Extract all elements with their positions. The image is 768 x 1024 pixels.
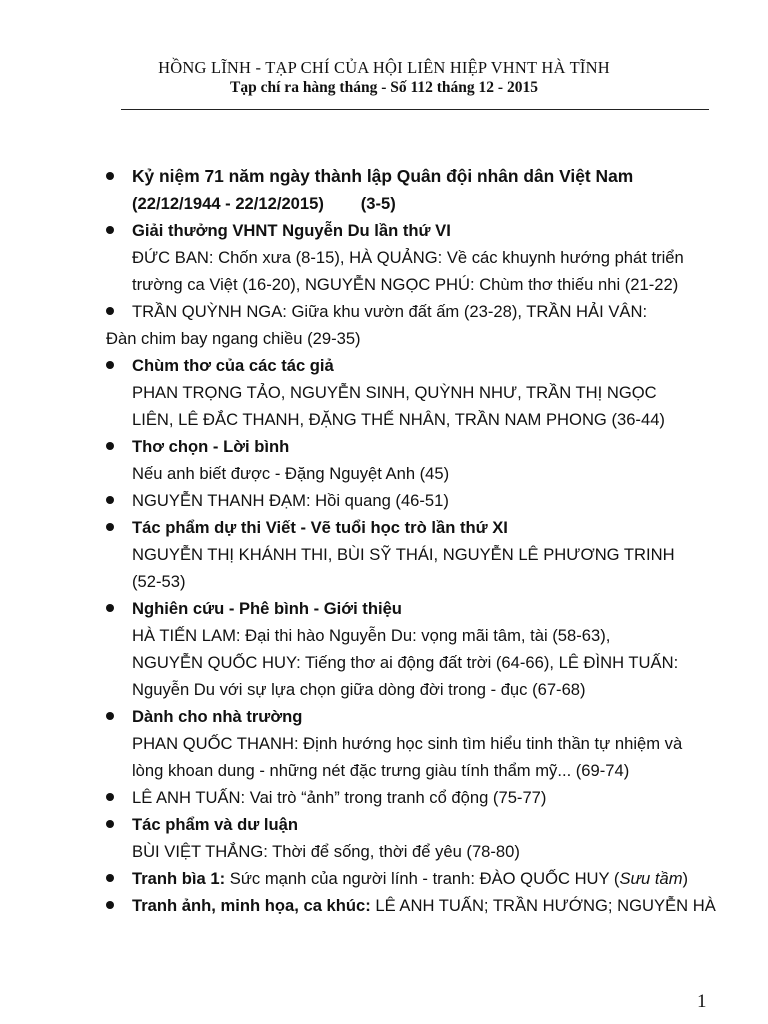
toc-entry-title: Tác phẩm và dư luận: [132, 815, 299, 834]
toc-entry: [106, 595, 718, 703]
toc-entry: [106, 514, 718, 595]
toc-entry: [106, 352, 718, 433]
toc-entry-text: (52-53): [132, 572, 186, 591]
toc-entry-text: BÙI VIỆT THẮNG: Thời để sống, thời để yêu (78-80): [132, 842, 520, 861]
bullet-icon: [106, 442, 114, 450]
toc-entry-text: [106, 865, 718, 892]
bullet-icon: [106, 307, 114, 315]
bullet-icon: [106, 361, 114, 369]
toc-entry: [106, 217, 718, 298]
toc-entry-title: Nghiên cứu - Phê bình - Giới thiệu: [132, 599, 402, 618]
toc-entry-text: Đàn chim bay ngang chiều (29-35): [106, 329, 361, 348]
bullet-icon: [106, 820, 114, 828]
toc-entry-text: ĐỨC BAN: Chốn xưa (8-15), HÀ QUẢNG: Về các khuynh hướng phát triển: [132, 248, 684, 267]
toc-entry-body: LÊ ANH TUẤN; TRẦN HƯỚNG; NGUYỄN HÀ: [370, 896, 716, 915]
toc-entry-title: Dành cho nhà trường: [132, 707, 303, 726]
toc-entry-text: NGUYỄN QUỐC HUY: Tiếng thơ ai động đất trời (64-66), LÊ ĐÌNH TUẤN:: [132, 653, 679, 672]
header-divider: [121, 109, 709, 110]
bullet-icon: [106, 874, 114, 882]
toc-entry-text: PHAN TRỌNG TẢO, NGUYỄN SINH, QUỲNH NHƯ, TRẦN THỊ NGỌC: [132, 383, 657, 402]
toc-entry-italic: Sưu tầm: [619, 869, 683, 888]
journal-title: HỒNG LĨNH - TẠP CHÍ CỦA HỘI LIÊN HIỆP VHNT HÀ TĨNH: [158, 58, 610, 77]
table-of-contents: [106, 163, 718, 919]
bullet-icon: [106, 712, 114, 720]
bullet-icon: [106, 604, 114, 612]
bullet-icon: [106, 496, 114, 504]
toc-entry-text: [106, 892, 718, 919]
toc-entry-title: Thơ chọn - Lời bình: [132, 437, 290, 456]
toc-entry: [106, 784, 718, 811]
toc-entry: [106, 892, 718, 919]
bullet-icon: [106, 901, 114, 909]
toc-entry: [106, 298, 718, 352]
toc-entry-title: (22/12/1944 - 22/12/2015) (3-5): [132, 194, 396, 213]
toc-entry-title: Giải thưởng VHNT Nguyễn Du lần thứ VI: [132, 221, 451, 240]
toc-entry-text: Nếu anh biết được - Đặng Nguyệt Anh (45): [132, 464, 450, 483]
toc-entry: [106, 865, 718, 892]
toc-entry-text: NGUYỄN THANH ĐẠM: Hồi quang (46-51): [132, 491, 449, 510]
toc-entry-text: LÊ ANH TUẤN: Vai trò “ảnh” trong tranh cổ động (75-77): [132, 788, 547, 807]
toc-entry-text: NGUYỄN THỊ KHÁNH THI, BÙI SỸ THÁI, NGUYỄN LÊ PHƯƠNG TRINH: [132, 545, 675, 564]
toc-entry-title: Chùm thơ của các tác giả: [132, 356, 334, 375]
toc-entry-text: trường ca Việt (16-20), NGUYỄN NGỌC PHÚ: Chùm thơ thiếu nhi (21-22): [132, 275, 679, 294]
bullet-icon: [106, 172, 114, 180]
toc-entry-text: LIÊN, LÊ ĐẮC THANH, ĐẶNG THẾ NHÂN, TRẦN NAM PHONG (36-44): [132, 410, 665, 429]
toc-entry: [106, 811, 718, 865]
toc-entry-label: Tranh bìa 1:: [132, 869, 226, 888]
toc-entry-body: Sức mạnh của người lính - tranh: ĐÀO QUỐC HUY (: [225, 869, 620, 888]
toc-entry: [106, 433, 718, 487]
journal-header: [0, 58, 768, 98]
issue-info: Tạp chí ra hàng tháng - Số 112 tháng 12 - 2015: [230, 79, 538, 96]
toc-entry-label: Tranh ảnh, minh họa, ca khúc:: [132, 896, 371, 915]
toc-entry-title: Tác phẩm dự thi Viết - Vẽ tuổi học trò lần thứ XI: [132, 518, 508, 537]
bullet-icon: [106, 226, 114, 234]
toc-entry-text: Nguyễn Du với sự lựa chọn giữa dòng đời trong - đục (67-68): [132, 680, 586, 699]
toc-entry: [106, 703, 718, 784]
toc-entry-text: TRẦN QUỲNH NGA: Giữa khu vườn đất ấm (23-28), TRẦN HẢI VÂN:: [132, 302, 648, 321]
bullet-icon: [106, 523, 114, 531]
toc-entry: [106, 163, 718, 217]
toc-entry-title: Kỷ niệm 71 năm ngày thành lập Quân đội nhân dân Việt Nam: [132, 166, 634, 186]
toc-entry-text: PHAN QUỐC THANH: Định hướng học sinh tìm hiểu tinh thần tự nhiệm và: [132, 734, 683, 753]
toc-entry-text: lòng khoan dung - những nét đặc trưng giàu tính thẩm mỹ... (69-74): [132, 761, 630, 780]
toc-entry-text: HÀ TIẾN LAM: Đại thi hào Nguyễn Du: vọng mãi tâm, tài (58-63),: [132, 626, 611, 645]
page-number: 1: [697, 991, 707, 1012]
toc-entry-close: ): [682, 869, 689, 888]
toc-entry: [106, 487, 718, 514]
bullet-icon: [106, 793, 114, 801]
